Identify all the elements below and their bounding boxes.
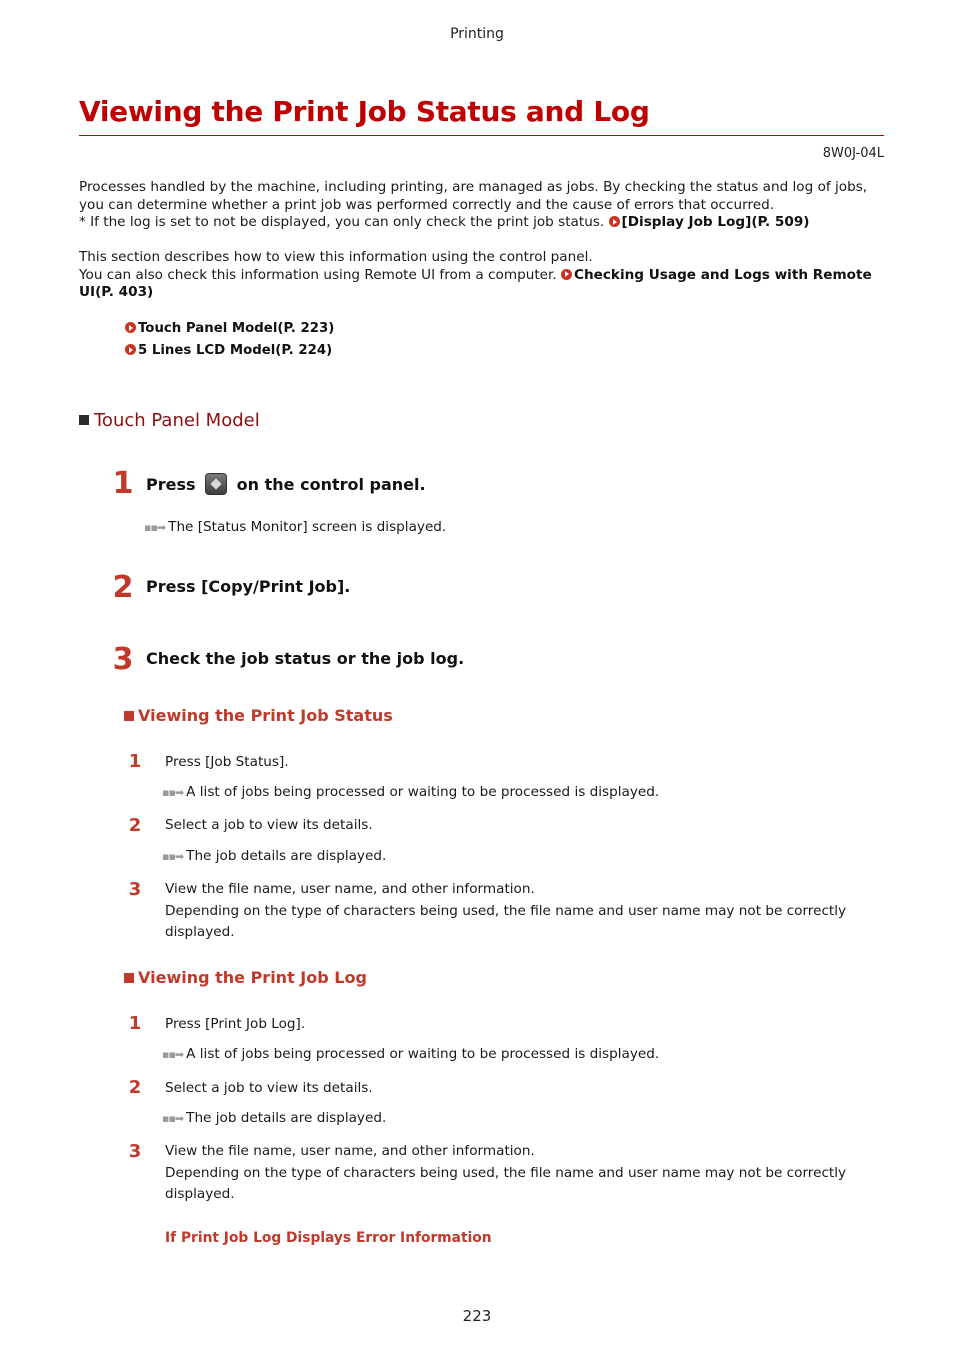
result-arrow-icon: ▪▪➡ xyxy=(162,1112,184,1125)
intro-line-2-text: * If the log is set to not be displayed, you can only check the print job status. xyxy=(79,214,605,230)
step-1-text-before: Press xyxy=(146,475,196,494)
step-number: 1 xyxy=(112,466,134,501)
subsection-heading-label: Viewing the Print Job Log xyxy=(138,968,367,987)
toc-link-label: 5 Lines LCD Model(P. 224) xyxy=(138,343,333,358)
sub-step-number: 1 xyxy=(128,1013,142,1034)
step-1-instruction xyxy=(146,473,426,495)
sub-step-number: 2 xyxy=(128,815,142,836)
status-monitor-key-icon xyxy=(205,473,227,495)
remote-ui-paragraph xyxy=(79,249,879,302)
subsection-heading-label: Viewing the Print Job Status xyxy=(138,706,393,725)
log-step-3 xyxy=(165,1141,865,1206)
status-step-2-result-text: The job details are displayed. xyxy=(186,848,387,864)
result-arrow-icon: ▪▪➡ xyxy=(144,521,166,534)
intro-line-1: Processes handled by the machine, including printing, are managed as jobs. By checking the status and log of jobs, you can determine whether a print job was performed correctly and the cause of errors that occurred. xyxy=(79,179,868,213)
intro-line-3: This section describes how to view this information using the control panel. xyxy=(79,249,593,265)
status-step-3-note: Depending on the type of characters being used, the file name and user name may not be correctly displayed. xyxy=(165,902,847,940)
error-information-link[interactable]: If Print Job Log Displays Error Information xyxy=(165,1230,492,1246)
square-bullet-icon xyxy=(79,415,89,425)
log-step-1-text: Press [Print Job Log]. xyxy=(165,1016,306,1032)
intro-line-4 xyxy=(79,267,879,302)
circle-arrow-right-icon xyxy=(561,269,572,280)
intro-line-2 xyxy=(79,214,879,232)
log-step-3-text: View the file name, user name, and other information. xyxy=(165,1143,535,1159)
step-1-text-after: on the control panel. xyxy=(236,475,426,494)
result-arrow-icon: ▪▪➡ xyxy=(162,786,184,799)
sub-step-number: 1 xyxy=(128,751,142,772)
document-id: 8W0J-04L xyxy=(822,146,884,161)
page-title: Viewing the Print Job Status and Log xyxy=(79,95,650,128)
status-step-1-text: Press [Job Status]. xyxy=(165,754,289,770)
step-number: 2 xyxy=(112,570,134,605)
status-step-2-text: Select a job to view its details. xyxy=(165,817,373,833)
log-step-3-note: Depending on the type of characters being used, the file name and user name may not be correctly displayed. xyxy=(165,1164,847,1202)
display-job-log-link[interactable]: [Display Job Log](P. 509) xyxy=(621,214,810,230)
sub-step-number: 3 xyxy=(128,1141,142,1162)
toc-link-label: Touch Panel Model(P. 223) xyxy=(138,321,335,336)
status-step-1-result xyxy=(162,784,659,800)
toc-link-touch-panel[interactable] xyxy=(125,321,334,336)
step-3-instruction: Check the job status or the job log. xyxy=(146,649,465,668)
step-2-instruction: Press [Copy/Print Job]. xyxy=(146,577,351,596)
step-1-result-text: The [Status Monitor] screen is displayed. xyxy=(168,519,447,535)
toc-link-5-lines-lcd[interactable] xyxy=(125,343,332,358)
status-step-1-result-text: A list of jobs being processed or waiting to be processed is displayed. xyxy=(186,784,660,800)
circle-arrow-right-icon xyxy=(125,344,136,355)
square-bullet-icon xyxy=(124,973,134,983)
log-step-1-result-text: A list of jobs being processed or waiting to be processed is displayed. xyxy=(186,1046,660,1062)
remote-ui-link[interactable]: Checking Usage and Logs with Remote UI(P. 403) xyxy=(79,266,872,300)
sub-step-number: 3 xyxy=(128,879,142,900)
section-heading xyxy=(79,410,260,431)
log-step-1-result xyxy=(162,1046,659,1062)
running-header: Printing xyxy=(450,26,504,42)
step-number: 3 xyxy=(112,642,134,677)
subsection-heading-status xyxy=(124,706,393,725)
status-step-3 xyxy=(165,879,865,944)
intro-paragraph xyxy=(79,179,879,232)
page-number: 223 xyxy=(462,1307,492,1325)
sub-step-number: 2 xyxy=(128,1077,142,1098)
circle-arrow-right-icon xyxy=(609,216,620,227)
subsection-heading-log xyxy=(124,968,367,987)
log-step-2-result-text: The job details are displayed. xyxy=(186,1110,387,1126)
result-arrow-icon: ▪▪➡ xyxy=(162,850,184,863)
section-heading-label: Touch Panel Model xyxy=(94,410,260,431)
result-arrow-icon: ▪▪➡ xyxy=(162,1048,184,1061)
square-bullet-icon xyxy=(124,711,134,721)
intro-line-4-text: You can also check this information using Remote UI from a computer. xyxy=(79,266,557,283)
status-step-3-text: View the file name, user name, and other information. xyxy=(165,881,535,897)
circle-arrow-right-icon xyxy=(125,322,136,333)
log-step-2-text: Select a job to view its details. xyxy=(165,1080,373,1096)
title-rule xyxy=(79,135,884,136)
status-step-2-result xyxy=(162,848,386,864)
log-step-2-result xyxy=(162,1110,386,1126)
step-1-result xyxy=(144,519,446,535)
